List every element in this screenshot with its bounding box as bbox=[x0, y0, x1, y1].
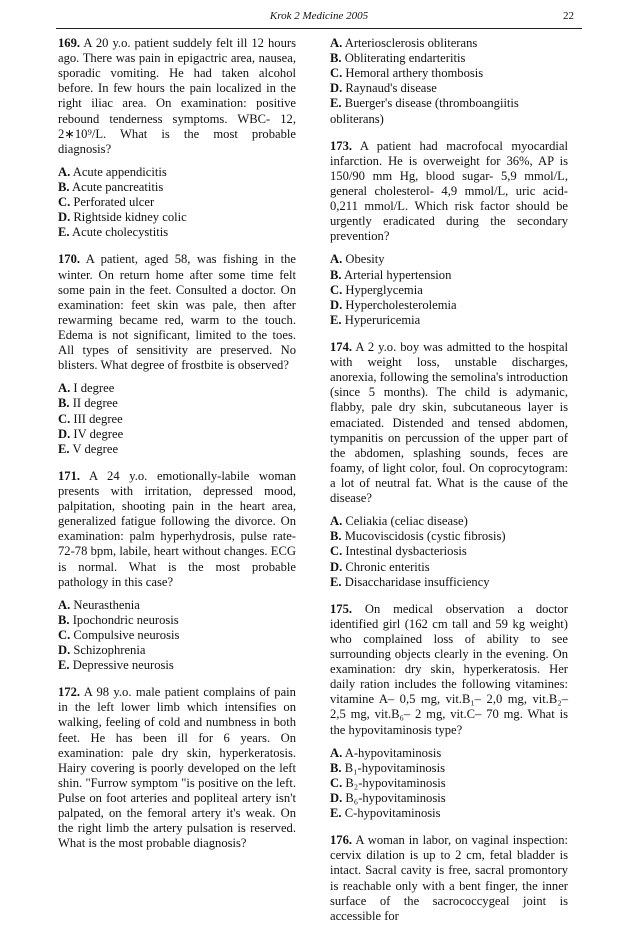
option-letter: B. bbox=[58, 179, 70, 194]
answer-option bbox=[330, 298, 568, 313]
option-text: Hyperglycemia bbox=[345, 282, 423, 297]
option-text: Mucoviscidosis (cystic fibrosis) bbox=[344, 529, 506, 544]
answer-option bbox=[58, 613, 296, 628]
answer-option bbox=[330, 36, 568, 51]
answer-option bbox=[58, 225, 296, 240]
option-letter: D. bbox=[330, 297, 343, 312]
option-text: A-hypovitaminosis bbox=[344, 745, 442, 760]
option-letter: D. bbox=[58, 426, 71, 441]
option-letter: B. bbox=[330, 51, 342, 66]
answer-option bbox=[330, 761, 568, 776]
option-letter: B. bbox=[330, 760, 342, 775]
question bbox=[58, 252, 296, 373]
question bbox=[330, 833, 568, 924]
option-text: Neurasthenia bbox=[73, 597, 140, 612]
question-number: 169. bbox=[58, 36, 81, 50]
left-column bbox=[58, 36, 296, 859]
option-letter: A. bbox=[58, 164, 71, 179]
option-text: Acute cholecystitis bbox=[72, 225, 169, 240]
answer-options bbox=[330, 514, 568, 590]
answer-option bbox=[58, 427, 296, 442]
option-text: Acute appendicitis bbox=[72, 164, 167, 179]
answer-options bbox=[330, 746, 568, 822]
answer-option bbox=[58, 658, 296, 673]
answer-options bbox=[58, 381, 296, 457]
question bbox=[58, 469, 296, 590]
answer-option bbox=[330, 514, 568, 529]
option-letter: E. bbox=[330, 312, 342, 327]
option-text: Compulsive neurosis bbox=[73, 627, 180, 642]
option-letter: A. bbox=[58, 381, 71, 396]
option-text: Hypercholesterolemia bbox=[345, 297, 457, 312]
option-text: II degree bbox=[72, 396, 118, 411]
option-text: C-hypovitaminosis bbox=[344, 806, 441, 821]
option-text: Depressive neurosis bbox=[72, 658, 174, 673]
option-text: Chronic enteritis bbox=[345, 559, 430, 574]
answer-option bbox=[58, 210, 296, 225]
option-letter: A. bbox=[330, 514, 343, 529]
question-number: 174. bbox=[330, 339, 353, 354]
option-letter: C. bbox=[330, 66, 343, 81]
option-text: III degree bbox=[73, 411, 123, 426]
question-text: A patient, aged 58, was fishing in the winter. On return home after some time felt some pain in the feet. Consulted a doctor. On examination: feet skin was pale, then after rewarming became red, warm to the touch. Edema is not significant, limited to the toes. All types of sensitivity are preserved. No blisters. What degree of frostbite is observed? bbox=[58, 252, 296, 373]
question-text: A 98 y.o. male patient complains of pain in the left lower limb which intensifies on walking, feeling of cold and numbness in both feet. He has been ill for 6 years. On examination: pale dry skin, hyperkeratosis. Hairy covering is poorly developed on the left shin. "Furrow symptom "is positive on the left. Pulse on foot arteries and popliteal artery isn't palpated, on the femoral artery it's weak. On the right limb the artery pulsation is reserved. What is the most probable diagnosis? bbox=[58, 685, 296, 851]
option-text: Perforated ulcer bbox=[73, 195, 155, 210]
option-letter: E. bbox=[330, 806, 342, 821]
option-letter: B. bbox=[330, 267, 342, 282]
answer-option bbox=[330, 283, 568, 298]
option-letter: E. bbox=[58, 225, 70, 240]
option-text: Arterial hypertension bbox=[344, 267, 452, 282]
option-letter: A. bbox=[330, 745, 343, 760]
option-text: V degree bbox=[72, 441, 119, 456]
option-letter: C. bbox=[58, 195, 71, 210]
question-number: 176. bbox=[330, 833, 353, 848]
question-number: 172. bbox=[58, 685, 81, 700]
answer-option bbox=[330, 268, 568, 283]
option-text: IV degree bbox=[73, 426, 124, 441]
option-text: Obliterating endarteritis bbox=[344, 51, 466, 66]
answer-options bbox=[330, 252, 568, 328]
answer-option bbox=[330, 575, 568, 590]
answer-options bbox=[58, 165, 296, 241]
option-letter: B. bbox=[58, 396, 70, 411]
option-text: Celiakia (celiac disease) bbox=[345, 514, 468, 529]
answer-option bbox=[330, 66, 568, 81]
option-text: Disaccharidase insufficiency bbox=[344, 574, 490, 589]
question bbox=[330, 139, 568, 245]
page-number: 22 bbox=[563, 10, 574, 22]
option-text: Schizophrenia bbox=[73, 643, 146, 658]
answer-option bbox=[330, 544, 568, 559]
answer-option bbox=[58, 195, 296, 210]
answer-option bbox=[330, 313, 568, 328]
answer-option bbox=[58, 628, 296, 643]
option-letter: C. bbox=[330, 775, 343, 790]
answer-option bbox=[330, 806, 568, 821]
option-text: B₂-hypovitaminosis bbox=[345, 775, 446, 790]
option-letter: E. bbox=[58, 441, 70, 456]
answer-option bbox=[330, 529, 568, 544]
option-text: Ipochondric neurosis bbox=[72, 612, 179, 627]
answer-option bbox=[58, 598, 296, 613]
question-text: A 2 y.o. boy was admitted to the hospital with weight loss, unstable discharges, anorexia, following the semolina's introduction (since 5 months). The child is adymanic, flabby, pale dry skin, subcutaneous layer is emaciated. Distended and tensed abdomen, tympanitis on percussion of the upper part of the abdomen, splashing sounds, feces are foamy, of light color, foul. On coprocytogram: a lot of neutral fat. What is the cause of the disease? bbox=[330, 339, 568, 506]
question-text: A 20 y.o. patient suddely felt ill 12 hours ago. There was pain in epigactric area, nausea, sporadic vomiting. He had taken alcohol before. In few hours the pain localized in the right iliac area. On examination: positive rebound tenderness symptoms. WBC- 12, 2∗10⁹/L. What is the most probable diagnosis? bbox=[58, 36, 296, 156]
answer-option bbox=[58, 165, 296, 180]
question-text: A patient had macrofocal myocardial infarction. He is overweight for 36%, AP is 150/90 mm Hg, blood sugar- 5,9 mmol/L, general cholesterol- 4,9 mmol/L, uric acid- 0,211 mmol/L. Which risk factor should be urgently eradicated during the secondary prevention? bbox=[330, 138, 568, 244]
option-letter: A. bbox=[330, 36, 343, 50]
question-text: On medical observation a doctor identified girl (162 cm tall and 59 kg weight) who complained loss of ability to see surrounding objects clearly in the evening. On examination: dry skin, hyperkeratosis. Her daily ration includes the following vitamines: vitamine A– 0,5 mg, vit.B₁– 2,0 mg, vit.B₂– 2,5 mg, vit.B₆– 2 mg, vit.C– 70 mg. What is the hypovitaminosis type? bbox=[330, 601, 568, 737]
page-header bbox=[0, 10, 638, 26]
question-number: 173. bbox=[330, 138, 353, 153]
answer-option bbox=[330, 776, 568, 791]
question-number: 175. bbox=[330, 601, 353, 616]
answer-options bbox=[330, 36, 568, 127]
option-letter: D. bbox=[58, 643, 71, 658]
option-letter: D. bbox=[58, 210, 71, 225]
answer-options bbox=[58, 598, 296, 674]
question-number: 171. bbox=[58, 468, 81, 483]
option-letter: C. bbox=[58, 411, 71, 426]
answer-option bbox=[330, 252, 568, 267]
option-letter: E. bbox=[330, 96, 342, 111]
header-rule bbox=[56, 28, 582, 29]
question bbox=[58, 36, 296, 157]
answer-option bbox=[330, 96, 568, 126]
question bbox=[330, 602, 568, 738]
option-letter: A. bbox=[330, 252, 343, 267]
option-letter: C. bbox=[330, 544, 343, 559]
option-letter: C. bbox=[58, 627, 71, 642]
answer-option bbox=[58, 643, 296, 658]
header-title: Krok 2 Medicine 2005 bbox=[269, 10, 369, 22]
right-column bbox=[330, 36, 568, 932]
answer-option bbox=[330, 81, 568, 96]
answer-option bbox=[58, 381, 296, 396]
answer-option bbox=[58, 442, 296, 457]
option-letter: D. bbox=[330, 791, 343, 806]
question-text: A 24 y.o. emotionally-labile woman presents with irritation, depressed mood, palpitation, shooting pain in the heart area, generalized fatigue following the divorce. On examination: palm hyperhydrosis, pulse rate- 72-78 bpm, labile, heart without changes. ECG is normal. What is the most probable pathology in this case? bbox=[58, 468, 296, 589]
answer-option bbox=[58, 396, 296, 411]
option-text: I degree bbox=[73, 381, 115, 396]
option-letter: D. bbox=[330, 559, 343, 574]
question bbox=[58, 685, 296, 851]
option-letter: C. bbox=[330, 282, 343, 297]
option-text: Hemoral arthery thombosis bbox=[345, 66, 484, 81]
option-text: Buerger's disease (thromboangiitis obliterans) bbox=[330, 96, 519, 126]
option-letter: E. bbox=[58, 658, 70, 673]
option-letter: B. bbox=[330, 529, 342, 544]
option-text: Hyperuricemia bbox=[344, 312, 421, 327]
option-text: B₁-hypovitaminosis bbox=[344, 760, 445, 775]
answer-option bbox=[330, 560, 568, 575]
option-text: Rightside kidney colic bbox=[73, 210, 187, 225]
option-text: Intestinal dysbacteriosis bbox=[345, 544, 467, 559]
option-letter: E. bbox=[330, 574, 342, 589]
answer-option bbox=[330, 791, 568, 806]
question-text: A woman in labor, on vaginal inspection: cervix dilation is up to 2 cm, fetal bladder is intact. Sacral cavity is free, sacral promontory is reachable only with a bent finger, the inner surface of the sacrococcygeal joint is accessible for bbox=[330, 833, 568, 923]
question-number: 170. bbox=[58, 252, 81, 267]
option-letter: D. bbox=[330, 81, 343, 96]
answer-option bbox=[330, 51, 568, 66]
option-text: Raynaud's disease bbox=[345, 81, 437, 96]
option-letter: A. bbox=[58, 597, 71, 612]
option-text: B₆-hypovitaminosis bbox=[345, 791, 446, 806]
option-letter: B. bbox=[58, 612, 70, 627]
answer-option bbox=[330, 746, 568, 761]
option-text: Acute pancreatitis bbox=[72, 179, 164, 194]
question bbox=[330, 340, 568, 506]
answer-option bbox=[58, 412, 296, 427]
option-text: Obesity bbox=[345, 252, 385, 267]
option-text: Arteriosclerosis obliterans bbox=[344, 36, 478, 50]
answer-option bbox=[58, 180, 296, 195]
